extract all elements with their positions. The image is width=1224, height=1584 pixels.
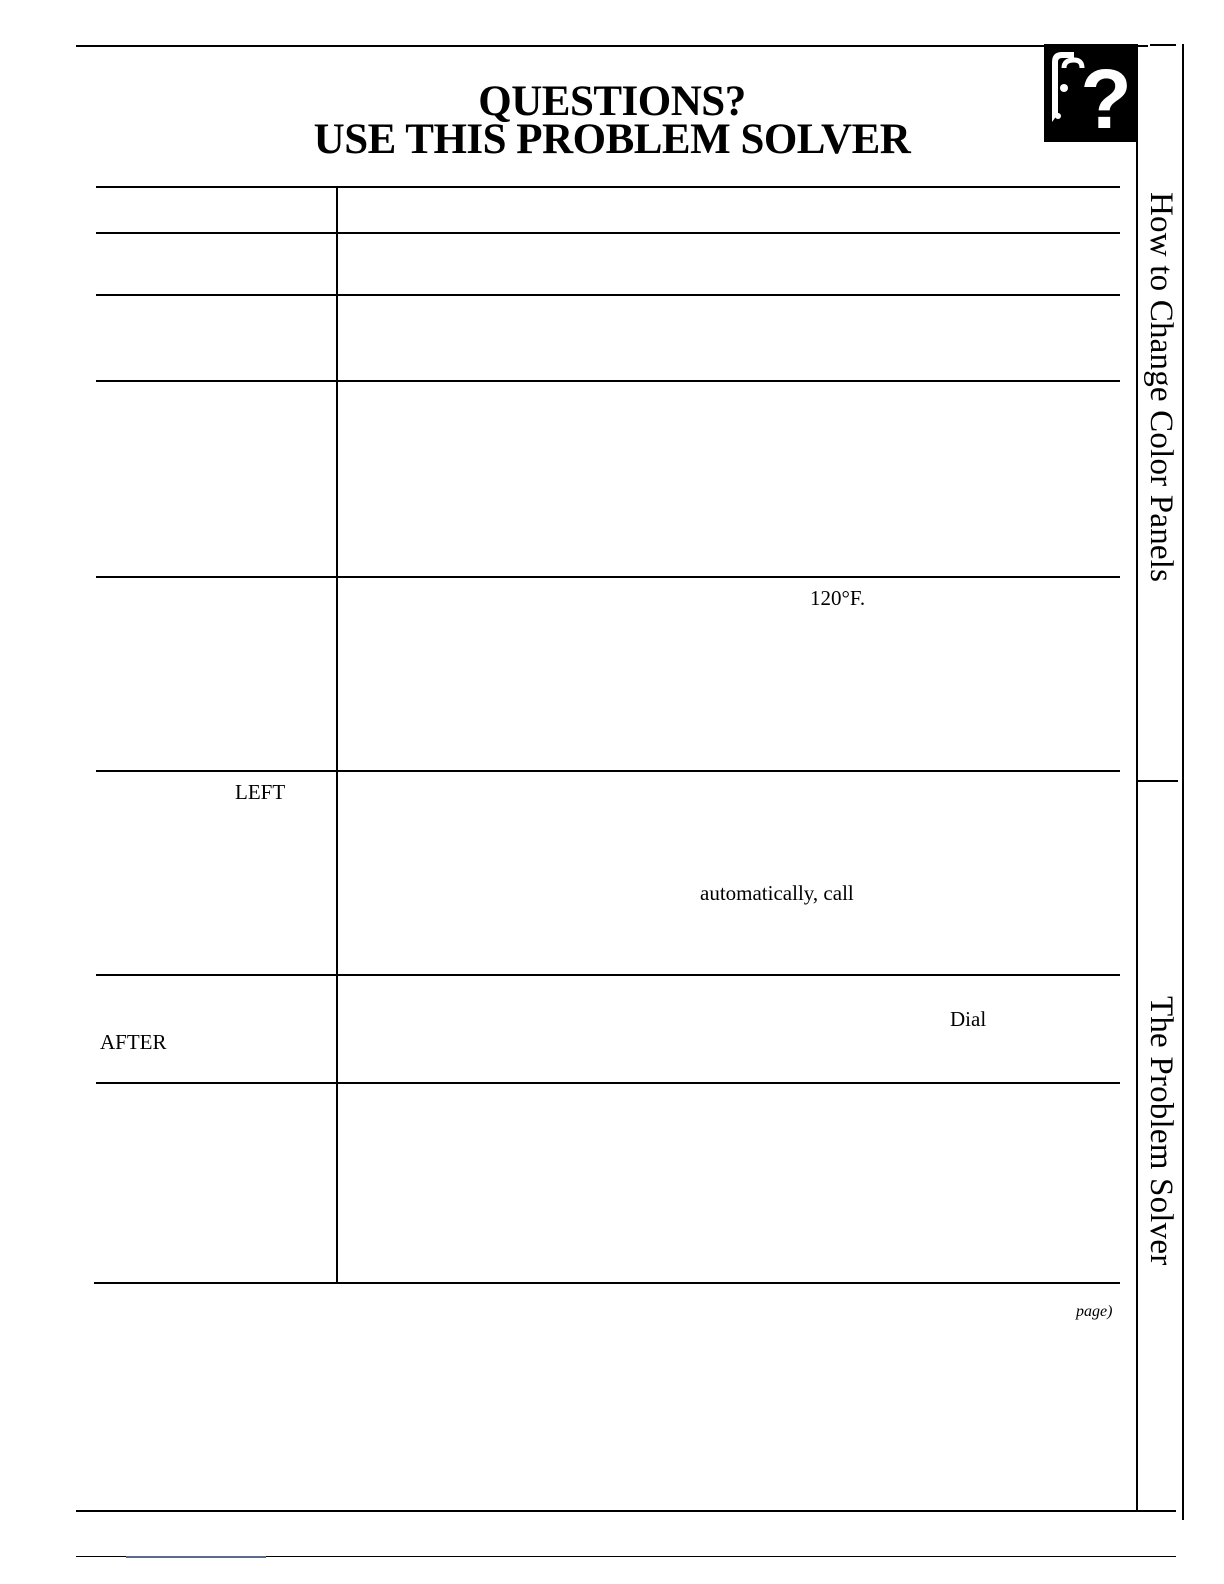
table-rule-3 bbox=[96, 380, 1120, 382]
side-tab-change-color-panels[interactable]: How to Change Color Panels bbox=[1143, 192, 1179, 583]
table-rule-5 bbox=[96, 770, 1120, 772]
continued-on-next-page: page) bbox=[1076, 1303, 1113, 1320]
right-edge-rule bbox=[1182, 44, 1184, 1520]
bottom-rule bbox=[76, 1510, 1176, 1512]
table-rule-8 bbox=[94, 1282, 1120, 1284]
page-title-line-2: USE THIS PROBLEM SOLVER bbox=[313, 116, 911, 163]
table-rule-1 bbox=[96, 232, 1120, 234]
footer-accent-rule bbox=[126, 1556, 266, 1558]
side-tab-divider bbox=[1136, 140, 1138, 1512]
table-rule-2 bbox=[96, 294, 1120, 296]
table-rule-0 bbox=[96, 186, 1120, 188]
table-rule-7 bbox=[96, 1082, 1120, 1084]
row7-solution-dial: Dial bbox=[950, 1007, 987, 1031]
table-rule-6 bbox=[96, 974, 1120, 976]
question-mark-face-icon bbox=[1044, 44, 1138, 142]
page-title-line-1: QUESTIONS? bbox=[478, 78, 746, 125]
row6-problem-left: LEFT bbox=[235, 780, 286, 804]
row7-problem-after: AFTER bbox=[100, 1030, 167, 1054]
top-rule bbox=[76, 45, 1148, 47]
table-column-divider bbox=[336, 186, 338, 1282]
svg-text:?: ? bbox=[1080, 52, 1132, 142]
row5-solution-temperature: 120°F. bbox=[810, 586, 866, 610]
side-tab-problem-solver[interactable]: The Problem Solver bbox=[1143, 996, 1179, 1266]
table-rule-4 bbox=[96, 576, 1120, 578]
top-rule-right bbox=[1150, 44, 1176, 46]
side-tab-separator bbox=[1138, 780, 1178, 782]
row6-solution-automatically-call: automatically, call bbox=[700, 881, 854, 905]
